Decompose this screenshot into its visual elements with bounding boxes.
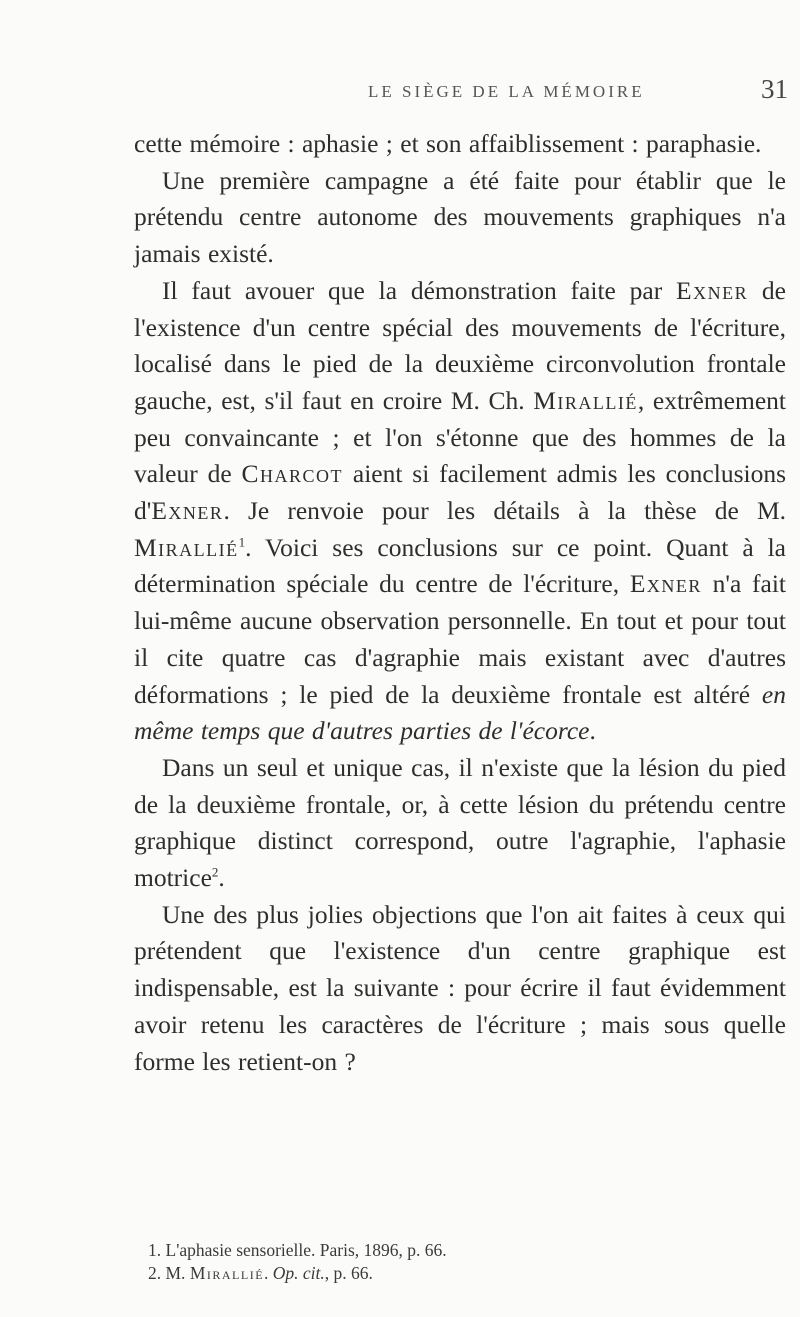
paragraph-5: Une des plus jolies objections que l'on ait faites à ceux qui prétendent que l'existence d'un centre graphique est indispensable, est la suivante : pour écrire il faut évidemment avoir retenu les caractères de l'écriture ; mais sous quelle forme les retient-on ? bbox=[134, 899, 786, 1076]
footnote-2 bbox=[148, 1262, 768, 1285]
paragraph-2: Une première campagne a été faite pour établir que le prétendu centre autonome des mouvements graphiques n'a jamais existé. bbox=[134, 165, 786, 269]
footnote-ref-2: 2 bbox=[211, 864, 219, 880]
text-run: . bbox=[218, 863, 225, 893]
running-head: LE SIÈGE DE LA MÉMOIRE bbox=[368, 82, 645, 101]
italic-phrase: en même temps que d'autres parties de l'écorce bbox=[134, 679, 786, 746]
text-run: . bbox=[589, 716, 596, 746]
paragraph-1: cette mémoire : aphasie ; et son affaiblissement : paraphasie. bbox=[134, 129, 762, 158]
footnote-1: 1. L'aphasie sensorielle. Paris, 1896, p. 66. bbox=[148, 1240, 447, 1260]
text-run: . bbox=[264, 1263, 273, 1283]
text-run: Dans un seul et unique cas, il n'existe que la lésion du pied de la deuxième frontale, or, à cette lésion du prétendu centre graphique distinct correspond, outre l'agraphie, l'aphasie motrice bbox=[134, 752, 786, 893]
footnotes bbox=[148, 1239, 768, 1285]
author-name-charcot: Charcot bbox=[241, 459, 344, 489]
author-name-exner: Exner bbox=[676, 275, 749, 305]
paragraph-3 bbox=[134, 273, 786, 750]
author-name-exner: Exner bbox=[151, 496, 224, 526]
text-run: . Je renvoie pour les détails à la thèse de M. bbox=[223, 496, 786, 526]
author-name-mirallie: Mirallié bbox=[134, 532, 239, 562]
text-run: . Voici ses conclusions sur ce point. Quant à la détermination spéciale du centre de l'écriture, bbox=[134, 532, 786, 599]
text-run: 2. M. bbox=[148, 1263, 190, 1283]
page-header bbox=[368, 74, 788, 122]
text-run: Il faut avouer que la démonstration faite par bbox=[162, 275, 677, 305]
text-run: aient si facilement admis les conclusions d' bbox=[134, 459, 787, 526]
author-name-mirallie: Mirallié bbox=[189, 1263, 265, 1283]
text-run: de l'existence d'un centre spécial des mouvements de l'écriture, localisé dans le pied de la deuxième circonvolution frontale gauche, est, s'il faut en croire M. Ch. bbox=[134, 275, 786, 415]
author-name-exner: Exner bbox=[629, 569, 702, 599]
text-run: n'a fait lui-même aucune observation personnelle. En tout et pour tout il cite quatre cas d'agraphie mais existant avec d'autres déformations ; le pied de la deuxième frontale est altéré bbox=[134, 569, 786, 709]
text-run: , p. 66. bbox=[324, 1263, 373, 1283]
paragraph-4 bbox=[134, 750, 786, 897]
footnote-ref-1: 1 bbox=[238, 534, 246, 550]
text-run: , extrêmement peu convaincante ; et l'on s'étonne que des hommes de la valeur de bbox=[134, 385, 786, 489]
author-name-mirallie: Mirallié bbox=[533, 385, 638, 415]
page-number: 31 bbox=[761, 74, 788, 104]
body-text bbox=[134, 126, 786, 1080]
italic-citation: Op. cit. bbox=[272, 1263, 325, 1283]
